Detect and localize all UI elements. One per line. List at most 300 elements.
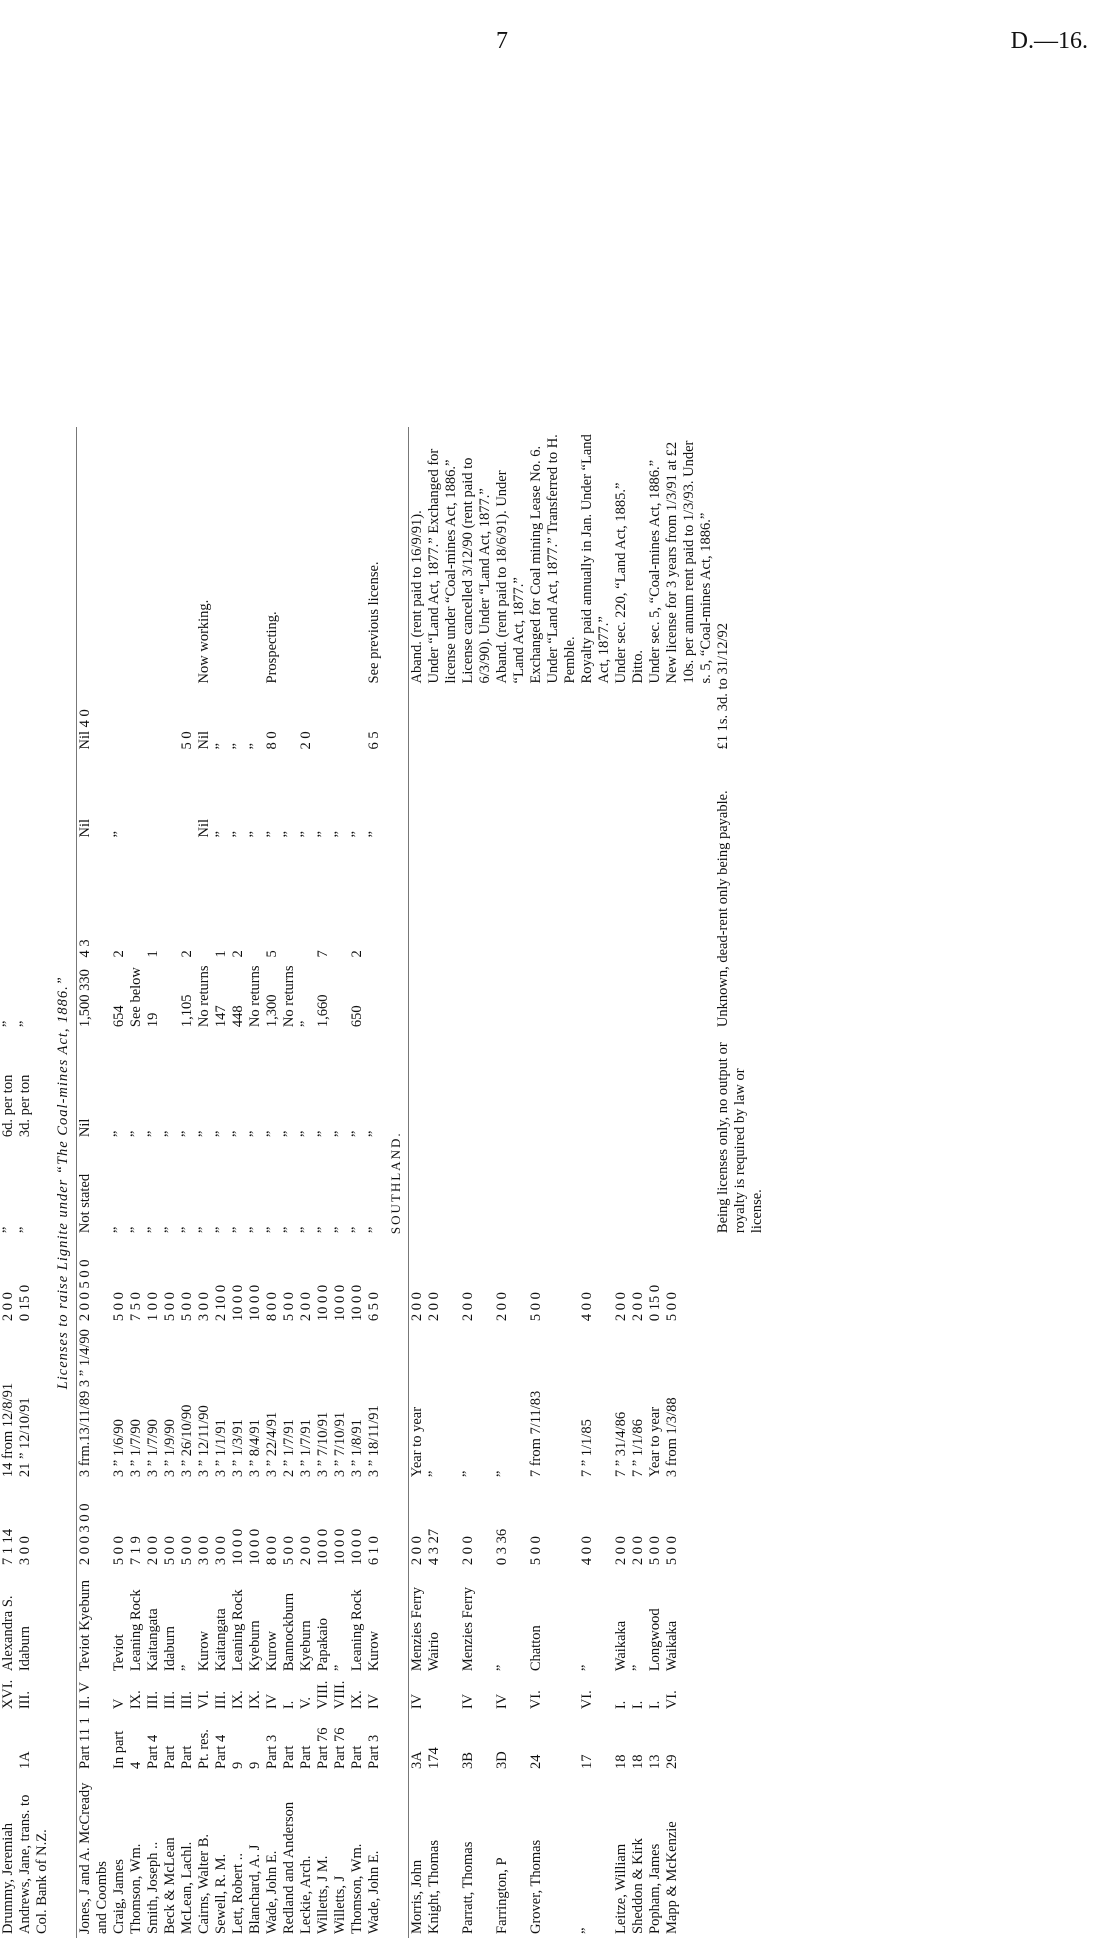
cell-term: 3 frm.13/11/89 3 ” 1/4/90	[77, 1325, 112, 1481]
cell-dead: ”	[213, 831, 229, 838]
cell-output: ”	[247, 1130, 263, 1138]
cell-district: ”	[332, 1664, 348, 1672]
cell-royalty: ”	[0, 1226, 16, 1234]
cell-district: Chatton	[528, 1625, 544, 1672]
cell-section: Part 76	[315, 1727, 331, 1769]
cell-pay: 2	[179, 950, 195, 958]
cell-block: IX.	[128, 1690, 144, 1710]
cell-area: 5 0 0	[179, 1536, 195, 1566]
cell-district: Kaitangata	[213, 1608, 229, 1672]
cell-name: Leitze, William	[613, 1843, 629, 1934]
cell-area: 10 0 0	[315, 1528, 331, 1566]
cell-district: Leaning Rock	[230, 1589, 246, 1672]
cell-name: Sheddon & Kirk	[630, 1838, 646, 1934]
cell-remarks	[77, 427, 112, 687]
cell-block: IX.	[247, 1690, 263, 1710]
cell-remarks	[0, 427, 17, 687]
cell-district: Kurow	[366, 1630, 382, 1672]
cell-remarks: Aband. (rent paid to 18/6/91). Under “Land Act, 1877.”	[494, 470, 527, 684]
cell-output: Nil	[77, 1031, 112, 1141]
cell-district: Menzies Ferry	[409, 1569, 427, 1675]
cell-dead: ”	[111, 831, 127, 838]
cell-area: 7 1 9	[128, 1536, 144, 1566]
cell-rent: 2 0 0	[613, 1292, 629, 1322]
cell-area: 6 1 0	[366, 1536, 382, 1566]
cell-tot: Nil 4 0	[77, 687, 112, 753]
cell-block: VIII.	[315, 1680, 331, 1710]
cell-term: 3 ” 22/4/91	[264, 1411, 280, 1478]
cell-area: 10 0 0	[247, 1528, 263, 1566]
cell-section: 9	[230, 1761, 246, 1769]
cell-section	[0, 1713, 17, 1773]
table-row	[17, 427, 51, 1938]
cell-royalty: ”	[145, 1226, 161, 1234]
cell-rent: 0 15 0	[647, 1284, 663, 1322]
cell-area: 10 0 0	[332, 1528, 348, 1566]
cell-name: Beck & McLean	[162, 1837, 178, 1934]
cell-rent: 2 0 0	[494, 1292, 510, 1322]
cell-area: 4 0 0	[579, 1536, 595, 1566]
cell-pay: 7	[315, 950, 331, 958]
cell-output: ”	[315, 1130, 331, 1138]
cell-output: ”	[366, 1130, 382, 1138]
cell-district: Kyeburn	[298, 1620, 314, 1672]
cell-block	[426, 1675, 460, 1713]
cell-section: 18	[613, 1754, 629, 1769]
cell-section: 3D	[494, 1751, 510, 1769]
table-row	[179, 427, 196, 1938]
cell-tot	[281, 687, 298, 753]
cell-pay	[196, 841, 213, 961]
cell-royalty: ”	[332, 1226, 348, 1234]
cell-term: 3 ” 1/7/90	[128, 1419, 144, 1478]
cell-output: ”	[349, 1130, 365, 1138]
cell-remarks	[315, 427, 332, 687]
cell-section: Part	[281, 1745, 297, 1769]
cell-royalty: ”	[281, 1226, 297, 1234]
cell-section: 18	[630, 1754, 646, 1769]
cell-dead: ”	[366, 831, 382, 838]
cell-pay: 1	[145, 950, 161, 958]
royalty-range-note: £1 1s. 3d. to 31/12/92	[715, 622, 731, 750]
cell-name: Grover, Thomas	[528, 1839, 544, 1934]
cell-name: Blanchard, A. J	[247, 1844, 263, 1934]
cell-name: Smith, Joseph ..	[145, 1841, 161, 1934]
cell-rent: 0 15 0	[17, 1284, 33, 1322]
cell-rent: 2 0 0	[409, 1237, 427, 1325]
cell-district: Idaburn	[162, 1626, 178, 1672]
cell-rent: 5 0 0	[179, 1292, 195, 1322]
cell-district: Papakaio	[315, 1618, 331, 1672]
cell-cl: No returns	[196, 965, 212, 1028]
cell-area: 8 0 0	[264, 1536, 280, 1566]
cell-royalty: ”	[111, 1226, 127, 1234]
cell-area: 2 0 0	[613, 1536, 629, 1566]
cell-pay	[128, 841, 145, 961]
cell-block: III.	[145, 1691, 161, 1710]
cell-cl: 448	[230, 1005, 246, 1028]
cell-tot	[128, 687, 145, 753]
cell-remarks: Aband. (rent paid to 16/9/91).	[409, 427, 427, 687]
cell-district: Longwood	[647, 1608, 663, 1672]
cell-tot	[111, 687, 128, 753]
cell-district: Wairio	[426, 1632, 442, 1672]
cell-section: 174	[426, 1747, 442, 1769]
cell-term: 2 ” 1/7/91	[281, 1419, 297, 1478]
cell-royalty: ”	[128, 1226, 144, 1234]
cell-rent: 10 0 0	[247, 1284, 263, 1322]
cell-remarks	[230, 427, 247, 687]
cell-tot: 5 0	[179, 731, 195, 750]
cell-dead: ”	[298, 831, 314, 838]
cell-cl: No returns	[247, 965, 263, 1028]
cell-dead: ”	[332, 831, 348, 838]
cell-cl	[332, 961, 349, 1031]
cell-name: Popham, James	[647, 1843, 663, 1934]
cell-district: ”	[630, 1664, 646, 1672]
document-code: D.—16.	[1010, 28, 1088, 54]
cell-block: IV	[409, 1675, 427, 1713]
cell-term: 7 ” 31/4/86	[613, 1411, 629, 1478]
cell-section: In part	[111, 1730, 127, 1769]
cell-term: 3 ” 7/10/91	[332, 1411, 348, 1478]
cell-rent: 5 0 0	[281, 1292, 297, 1322]
cell-remarks	[17, 427, 51, 687]
cell-royalty: ”	[264, 1226, 280, 1234]
cell-section: Part	[298, 1745, 314, 1769]
cell-district: ”	[494, 1664, 510, 1672]
table-row	[230, 427, 247, 1938]
cell-section: Pt. res.	[196, 1729, 212, 1769]
table-row	[426, 427, 460, 1938]
cell-name: Farrington, P	[494, 1857, 510, 1934]
cell-cl: 19	[145, 1012, 161, 1028]
cell-section: 3A	[409, 1713, 427, 1773]
cell-term: 3 ” 8/4/91	[247, 1419, 263, 1478]
table-row	[111, 427, 128, 1938]
cell-rent: 6 5 0	[366, 1292, 382, 1322]
cell-remarks	[145, 427, 162, 687]
cell-cl: 1,300	[264, 994, 280, 1028]
cell-pay	[0, 841, 17, 961]
cell-area: 2 0 0	[409, 1481, 427, 1569]
cell-remarks: Under sec. 5, “Coal-mines Act, 1886.”	[647, 459, 663, 684]
cell-area: 7 1 14	[0, 1528, 16, 1566]
cell-rent: 2 0 0	[426, 1292, 442, 1322]
cell-output: 6d. per ton	[0, 1074, 16, 1138]
table-row	[409, 427, 427, 1938]
table-row	[145, 427, 162, 1938]
cell-section: 3B	[460, 1752, 476, 1769]
cell-tot: 6 5	[366, 731, 382, 750]
cell-remarks	[111, 427, 128, 687]
cell-dead	[17, 753, 51, 841]
cell-term: 3 from 1/3/88	[664, 1397, 680, 1478]
cell-area: 2 0 0	[460, 1536, 476, 1566]
cell-dead: ”	[315, 831, 331, 838]
cell-remarks: Now working.	[196, 599, 212, 684]
cell-district: ”	[579, 1664, 595, 1672]
cell-tot: 8 0	[264, 731, 280, 750]
cell-block: IX.	[230, 1690, 246, 1710]
table-row	[77, 427, 112, 1938]
cell-royalty: ”	[17, 1226, 33, 1234]
cell-rent: 5 0 0	[162, 1292, 178, 1322]
cell-output: ”	[162, 1130, 178, 1138]
cell-term: 3 ” 1/6/90	[111, 1419, 127, 1478]
cell-royalty: ”	[213, 1226, 229, 1234]
cell-area: 3 0 0	[17, 1536, 33, 1566]
cell-remarks	[298, 427, 315, 687]
cell-area: 5 0 0	[647, 1536, 663, 1566]
cell-output: ”	[179, 1130, 195, 1138]
table-row	[460, 427, 494, 1938]
cell-output: ”	[111, 1130, 127, 1138]
cell-pay	[332, 841, 349, 961]
cell-dead: ”	[349, 831, 365, 838]
cell-royalty: ”	[247, 1226, 263, 1234]
cell-dead: ”	[264, 831, 280, 838]
cell-block: III.	[213, 1691, 229, 1710]
cell-area: 5 0 0	[281, 1536, 297, 1566]
table-row	[315, 427, 332, 1938]
cell-tot: 2 0	[298, 731, 314, 750]
cell-rent: 2 0 0	[630, 1292, 646, 1322]
table-row	[579, 427, 613, 1938]
cell-term: 3 ” 7/10/91	[315, 1411, 331, 1478]
cell-remarks	[349, 427, 366, 687]
cell-pay	[298, 841, 315, 961]
table-row	[349, 427, 366, 1938]
cell-remarks: Exchanged for Coal mining Lease No. 6. Under “Land Act, 1877.” Transferred to H. Pemble.	[528, 434, 578, 684]
licenses-only-note: Being licenses only, no output or royalty is required by law or license.	[715, 1042, 765, 1234]
cell-tot	[0, 687, 17, 753]
page-number: 7	[496, 28, 508, 54]
cell-dead	[179, 753, 196, 841]
cell-area: 2 0 0	[298, 1536, 314, 1566]
cell-output: ”	[281, 1130, 297, 1138]
cell-pay: 5	[264, 950, 280, 958]
cell-output: ”	[128, 1130, 144, 1138]
cell-area: 2 0 0	[630, 1536, 646, 1566]
cell-name: Willetts, J	[332, 1875, 348, 1934]
cell-district: Leaning Rock	[349, 1589, 365, 1672]
cell-section: Part	[179, 1745, 195, 1769]
cell-area: 2 0 0	[145, 1536, 161, 1566]
cell-cl: See below	[128, 967, 144, 1028]
rotated-table-region	[0, 78, 1100, 1938]
cell-dead	[0, 753, 17, 841]
cell-rent: 10 0 0	[349, 1284, 365, 1322]
cell-name: Redland and Anderson	[281, 1801, 297, 1934]
cell-rent: 1 0 0	[145, 1292, 161, 1322]
cell-royalty: ”	[315, 1226, 331, 1234]
cell-district: Kurow	[196, 1630, 212, 1672]
cell-section: Part 4	[213, 1734, 229, 1769]
cell-term: Year to year	[409, 1325, 427, 1481]
cell-term: 3 ” 1/3/91	[230, 1419, 246, 1478]
table-row	[647, 427, 664, 1938]
cell-area: 5 0 0	[111, 1536, 127, 1566]
cell-area: 5 0 0	[664, 1536, 680, 1566]
cell-output: 3d. per ton	[17, 1074, 33, 1138]
table-row	[664, 427, 715, 1938]
cell-name: Andrews, Jane, trans. to Col. Bank of N.Z.	[17, 1794, 50, 1934]
cell-section: 13	[647, 1754, 663, 1769]
cell-remarks	[128, 427, 145, 687]
cell-pay: 4 3	[77, 841, 112, 961]
cell-district: Leaning Rock	[128, 1589, 144, 1672]
cell-royalty: ”	[179, 1226, 195, 1234]
cell-remarks	[162, 427, 179, 687]
cell-area: 3 0 0	[196, 1536, 212, 1566]
cell-tot: ”	[230, 743, 246, 750]
returns-table	[0, 427, 766, 1938]
cell-tot	[162, 687, 179, 753]
cell-term: 7 ” 1/1/86	[630, 1419, 646, 1478]
cell-tot: ”	[213, 743, 229, 750]
cell-term: ”	[460, 1470, 476, 1478]
cell-cl	[162, 961, 179, 1031]
table-row	[281, 427, 298, 1938]
table-row	[613, 427, 630, 1938]
table-row	[247, 427, 264, 1938]
cell-dead: Nil	[77, 753, 112, 841]
cell-tot: ”	[247, 743, 263, 750]
cell-pay: 2	[111, 950, 127, 958]
cell-block: I.	[613, 1700, 629, 1710]
cell-remarks	[213, 427, 230, 687]
cell-district: Waikaka	[613, 1620, 629, 1672]
cell-royalty: ”	[349, 1226, 365, 1234]
cell-cl: 147	[213, 1005, 229, 1028]
cell-term: 3 ” 1/9/90	[162, 1419, 178, 1478]
cell-name: Drummy, Jeremiah	[0, 1822, 16, 1934]
cell-royalty: ”	[298, 1226, 314, 1234]
cell-term: ”	[494, 1470, 510, 1478]
cell-block: V.	[298, 1696, 314, 1710]
cell-pay: 1	[213, 950, 229, 958]
cell-pay	[17, 841, 51, 961]
cell-cl	[366, 961, 383, 1031]
cell-district: Waikaka	[664, 1620, 680, 1672]
cell-dead	[162, 753, 179, 841]
cell-district: Kaitangata	[145, 1608, 161, 1672]
cell-rent: 5 0 0	[664, 1292, 680, 1322]
cell-term: 3 ” 12/11/90	[196, 1405, 212, 1478]
cell-district: Kurow	[264, 1630, 280, 1672]
cell-rent: 2 10 0	[213, 1284, 229, 1322]
cell-district: Teviot	[111, 1634, 127, 1672]
cell-pay	[162, 841, 179, 961]
cell-term: ”	[426, 1470, 442, 1478]
cell-rent: 3 0 0	[196, 1292, 212, 1322]
cell-name: Knight, Thomas	[426, 1840, 442, 1934]
cell-block: IV	[494, 1693, 510, 1710]
cell-remarks: New license for 3 years from 1/3/91 at £2 10s. per annum rent paid to 1/3/93. Under s. 5, “Coal-mines Act, 1886.”	[664, 440, 714, 684]
cell-block: VI.	[196, 1690, 212, 1710]
cell-cl: 1,500 330	[77, 961, 112, 1031]
cell-tot	[145, 687, 162, 753]
cell-block: V	[111, 1698, 127, 1710]
cell-cl: 1,105	[179, 994, 195, 1028]
lignite-rows	[77, 427, 384, 1938]
cell-section: Part	[162, 1745, 178, 1769]
cell-cl: 650	[349, 1005, 365, 1028]
cell-section: Part 3	[366, 1734, 382, 1769]
cell-cl: ”	[0, 1020, 16, 1028]
cell-area: 4 3 27	[426, 1528, 442, 1566]
cell-block: VIII.	[332, 1680, 348, 1710]
cell-output: ”	[332, 1130, 348, 1138]
cell-section: Part 4	[145, 1734, 161, 1769]
southland-rows	[409, 427, 716, 1938]
cell-remarks: Ditto.	[630, 650, 646, 684]
cell-name: Thomson, Wm.	[128, 1843, 144, 1934]
cell-block: II. V	[77, 1675, 112, 1713]
cell-term: 3 ” 1/1/91	[213, 1419, 229, 1478]
cell-block: VI.	[528, 1690, 544, 1710]
cell-block: III.	[179, 1691, 195, 1710]
cell-term: 21 ” 12/10/91	[17, 1397, 33, 1478]
table-row	[213, 427, 230, 1938]
cell-district: Menzies Ferry	[460, 1587, 476, 1672]
cell-dead: ”	[281, 831, 297, 838]
cell-remarks	[332, 427, 349, 687]
cell-term: 3 ” 1/8/91	[349, 1419, 365, 1478]
cell-block: I.	[630, 1700, 646, 1710]
cell-pay	[281, 841, 298, 961]
cell-block: IV	[264, 1693, 280, 1710]
cell-term: 3 ” 18/11/91	[366, 1405, 382, 1478]
table-row	[264, 427, 281, 1938]
cell-output: ”	[230, 1130, 246, 1138]
cell-rent: 2 0 0	[298, 1292, 314, 1322]
cell-section: Part	[349, 1745, 365, 1769]
cell-name: McLean, Lachl.	[179, 1841, 195, 1934]
cell-remarks: Royalty paid annually in Jan. Under “Land Act, 1877.”	[579, 434, 612, 684]
cell-tot: Nil	[196, 730, 212, 750]
cell-name: Parratt, Thomas	[460, 1841, 476, 1934]
cell-section: 9	[247, 1761, 263, 1769]
cell-rent: 5 0 0	[111, 1292, 127, 1322]
cell-district: Bannockburn	[281, 1593, 297, 1672]
table-row	[332, 427, 349, 1938]
cell-tot	[332, 687, 349, 753]
cell-area: 3 0 0	[213, 1536, 229, 1566]
cell-output: ”	[213, 1130, 229, 1138]
cell-name: Mapp & McKenzie	[664, 1821, 680, 1934]
cell-block: III.	[162, 1691, 178, 1710]
cell-district: Kyeburn	[247, 1620, 263, 1672]
table-row	[494, 427, 528, 1938]
cell-section: Part 76	[332, 1727, 348, 1769]
cell-remarks: Prospecting.	[264, 611, 280, 684]
cell-rent: 10 0 0	[332, 1284, 348, 1322]
cell-cl: ”	[298, 1020, 314, 1028]
cell-pay: 2	[230, 950, 246, 958]
cell-block: I.	[281, 1700, 297, 1710]
cell-royalty: Not stated	[77, 1141, 112, 1237]
cell-block: IX.	[349, 1690, 365, 1710]
cell-block: VI.	[579, 1690, 595, 1710]
cell-term: 14 from 12/8/91	[0, 1382, 16, 1478]
table-row	[162, 427, 179, 1938]
cell-section: 4	[128, 1761, 144, 1769]
cell-area: 10 0 0	[349, 1528, 365, 1566]
cell-term: 7 ” 1/1/85	[579, 1419, 595, 1478]
cell-output: ”	[264, 1130, 280, 1138]
